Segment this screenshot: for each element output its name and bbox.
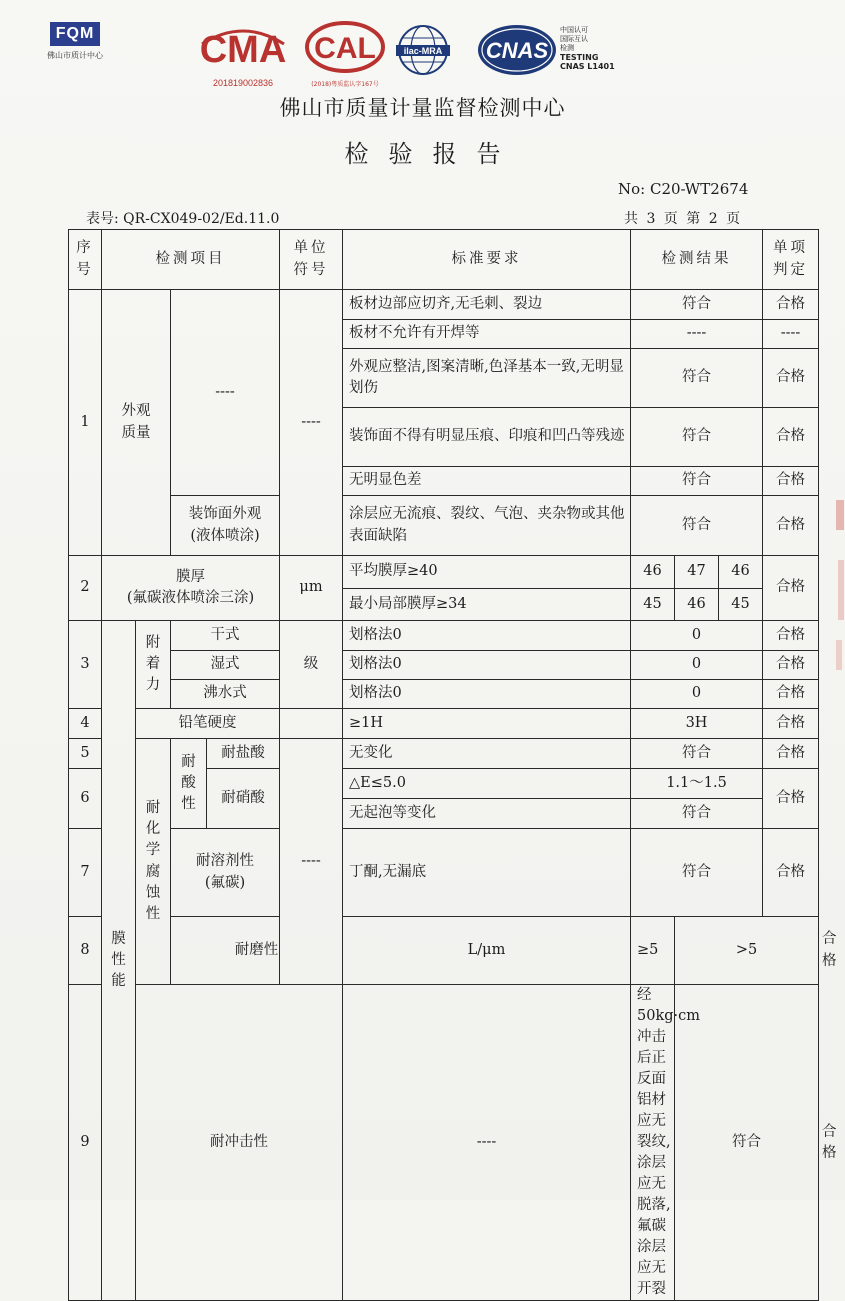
result-cell: 符合 xyxy=(631,290,763,320)
ilac-globe-icon xyxy=(390,24,456,76)
table-row xyxy=(69,496,819,556)
report-number: No: C20-WT2674 xyxy=(618,180,749,198)
unit-cell: μm xyxy=(280,556,343,621)
result-cell: 3H xyxy=(631,709,763,739)
requirement-cell: 划格法0 xyxy=(343,680,631,709)
requirement-cell: 无变化 xyxy=(343,739,631,769)
requirement-cell: 丁酮,无漏底 xyxy=(343,829,631,917)
table-row xyxy=(69,829,819,917)
judgement-cell: ---- xyxy=(763,320,819,349)
svg-text:CNAS: CNAS xyxy=(485,38,549,63)
svg-text:ilac-MRA: ilac-MRA xyxy=(403,46,443,56)
result-cell: 符合 xyxy=(675,985,819,1301)
result-cell: >5 xyxy=(675,917,819,985)
fqm-logo xyxy=(40,22,110,70)
seq-cell: 2 xyxy=(69,556,102,621)
value-cell: 47 xyxy=(675,556,719,589)
table-header-row xyxy=(69,230,819,290)
requirement-cell: 最小局部膜厚≥34 xyxy=(343,589,631,621)
cnas-caption-line: 国际互认 xyxy=(560,35,588,43)
value-cell: 45 xyxy=(719,589,763,621)
cma-number: 201819002836 xyxy=(212,78,274,88)
table-row xyxy=(69,709,819,739)
value-cell: 46 xyxy=(675,589,719,621)
table-row: 9 耐冲击性 ---- 经50kg·cm冲击后正反面铝材应无裂纹,涂层应无脱落,氟碳涂层应无开裂 符合 合格 xyxy=(69,985,819,1301)
requirement-cell: 外观应整洁,图案清晰,色泽基本一致,无明显划伤 xyxy=(343,349,631,408)
header-item: 检测项目 xyxy=(102,230,280,290)
unit-cell: 级 xyxy=(280,621,343,709)
requirement-cell: 经50kg·cm冲击后正反面铝材应无裂纹,涂层应无脱落,氟碳涂层应无开裂 xyxy=(631,985,675,1301)
seal-fragment xyxy=(836,640,842,670)
result-cell: 符合 xyxy=(631,739,763,769)
value-cell: 46 xyxy=(719,556,763,589)
requirement-cell: 板材边部应切齐,无毛刺、裂边 xyxy=(343,290,631,320)
judgement-cell: 合格 xyxy=(763,467,819,496)
result-cell: 0 xyxy=(631,621,763,651)
sub-item-cell: 装饰面外观 (液体喷涂) xyxy=(171,496,280,556)
cnas-logo xyxy=(476,22,558,78)
unit-cell: ---- xyxy=(280,290,343,556)
seq-cell: 6 xyxy=(69,769,102,829)
seal-fragment xyxy=(836,500,844,530)
fqm-logo-text: FQM xyxy=(50,22,101,46)
table-row xyxy=(69,556,819,589)
cal-number: (2018)粤质监认字167号 xyxy=(311,81,379,88)
header-judgement: 单项 判定 xyxy=(763,230,819,290)
header-unit: 单位 符号 xyxy=(280,230,343,290)
svg-text:CAL: CAL xyxy=(314,32,376,65)
item-cell: 耐冲击性 xyxy=(136,985,343,1301)
result-cell: ---- xyxy=(631,320,763,349)
result-cell: 1.1～1.5 xyxy=(631,769,763,799)
ilac-mra-logo xyxy=(390,24,456,76)
cnas-caption-line: 检测 xyxy=(560,44,574,52)
sub-item-cell: 沸水式 xyxy=(171,680,280,709)
unit-cell xyxy=(280,709,343,739)
requirement-cell: 无明显色差 xyxy=(343,467,631,496)
sub-item-cell: 耐溶剂性 (氟碳) xyxy=(171,829,280,917)
seq-cell: 8 xyxy=(69,917,102,985)
item-cell: 铅笔硬度 xyxy=(136,709,280,739)
result-cell: 0 xyxy=(631,680,763,709)
film-performance-group: 膜 性 能 xyxy=(102,621,136,1301)
cnas-icon xyxy=(476,22,558,78)
value-cell: 45 xyxy=(631,589,675,621)
header-seq: 序 号 xyxy=(69,230,102,290)
cma-seal xyxy=(196,24,290,86)
seq-cell: 7 xyxy=(69,829,102,917)
requirement-cell: 划格法0 xyxy=(343,621,631,651)
judgement-cell: 合格 xyxy=(763,349,819,408)
sub-item-cell: 干式 xyxy=(171,621,280,651)
header-requirement: 标准要求 xyxy=(343,230,631,290)
table-row xyxy=(69,739,819,769)
table-row: 8 耐磨性 L/μm ≥5 >5 合格 xyxy=(69,917,819,985)
acid-resistance-group: 耐 酸 性 xyxy=(171,739,207,829)
adhesion-group: 附 着 力 xyxy=(136,621,171,709)
cal-seal xyxy=(303,20,387,86)
requirement-cell: 涂层应无流痕、裂纹、气泡、夹杂物或其他表面缺陷 xyxy=(343,496,631,556)
judgement-cell: 合格 xyxy=(763,680,819,709)
requirement-cell: 划格法0 xyxy=(343,651,631,680)
table-row xyxy=(69,621,819,651)
result-cell: 符合 xyxy=(631,467,763,496)
requirement-cell: ≥1H xyxy=(343,709,631,739)
svg-text:CMA: CMA xyxy=(199,29,287,71)
sub-item-cell: 耐硝酸 xyxy=(207,769,280,829)
result-cell: 符合 xyxy=(631,349,763,408)
report-title: 检验报告 xyxy=(344,140,521,168)
sub-item-cell: ---- xyxy=(171,290,280,496)
cnas-caption-line: TESTING xyxy=(560,53,599,62)
table-row xyxy=(69,680,819,709)
seq-cell: 3 xyxy=(69,621,102,709)
item-group-cell: 外观 质量 xyxy=(102,290,171,556)
result-cell: 符合 xyxy=(631,408,763,467)
unit-cell: ---- xyxy=(280,739,343,985)
judgement-cell: 合格 xyxy=(763,290,819,320)
organization-name: 佛山市质量计量监督检测中心 xyxy=(279,96,566,120)
requirement-cell: 板材不允许有开焊等 xyxy=(343,320,631,349)
seq-cell: 4 xyxy=(69,709,102,739)
sub-item-cell: 湿式 xyxy=(171,651,280,680)
chemical-resistance-group: 耐 化 学 腐 蚀 性 xyxy=(136,739,171,985)
seq-cell: 5 xyxy=(69,739,102,769)
seal-fragment xyxy=(838,560,844,620)
requirement-cell: 无起泡等变化 xyxy=(343,799,631,829)
judgement-cell: 合格 xyxy=(763,408,819,467)
page-indicator: 共 3 页 第 2 页 xyxy=(624,211,741,227)
judgement-cell: 合格 xyxy=(763,556,819,621)
header-result: 检测结果 xyxy=(631,230,763,290)
judgement-cell: 合格 xyxy=(763,496,819,556)
judgement-cell: 合格 xyxy=(763,651,819,680)
result-cell: 符合 xyxy=(631,496,763,556)
judgement-cell: 合格 xyxy=(763,739,819,769)
result-cell: 0 xyxy=(631,651,763,680)
requirement-cell: ≥5 xyxy=(631,917,675,985)
table-row xyxy=(69,651,819,680)
judgement-cell: 合格 xyxy=(763,621,819,651)
result-cell: 符合 xyxy=(631,799,763,829)
requirement-cell: 装饰面不得有明显压痕、印痕和凹凸等残迹 xyxy=(343,408,631,467)
unit-cell: ---- xyxy=(343,985,631,1301)
cnas-caption-line: CNAS L1401 xyxy=(560,62,615,71)
judgement-cell: 合格 xyxy=(763,709,819,739)
item-cell: 膜厚 (氟碳液体喷涂三涂) xyxy=(102,556,280,621)
judgement-cell: 合格 xyxy=(763,769,819,829)
sub-item-cell: 耐盐酸 xyxy=(207,739,280,769)
result-cell: 符合 xyxy=(631,829,763,917)
judgement-cell: 合格 xyxy=(763,829,819,917)
requirement-cell: 平均膜厚≥40 xyxy=(343,556,631,589)
requirement-cell: △E≤5.0 xyxy=(343,769,631,799)
seq-cell: 1 xyxy=(69,290,102,556)
item-cell: 耐磨性 xyxy=(171,917,343,985)
form-number: 表号: QR-CX049-02/Ed.11.0 xyxy=(86,211,280,227)
value-cell: 46 xyxy=(631,556,675,589)
cnas-caption-line: 中国认可 xyxy=(560,26,588,34)
unit-cell: L/μm xyxy=(343,917,631,985)
table-row xyxy=(69,290,819,320)
cnas-caption xyxy=(560,26,615,71)
seq-cell: 9 xyxy=(69,985,102,1301)
cal-seal-icon xyxy=(303,20,387,74)
cma-seal-icon xyxy=(196,24,290,72)
inspection-table xyxy=(68,229,837,1301)
fqm-subtitle: 佛山市质计中心 xyxy=(47,51,103,60)
